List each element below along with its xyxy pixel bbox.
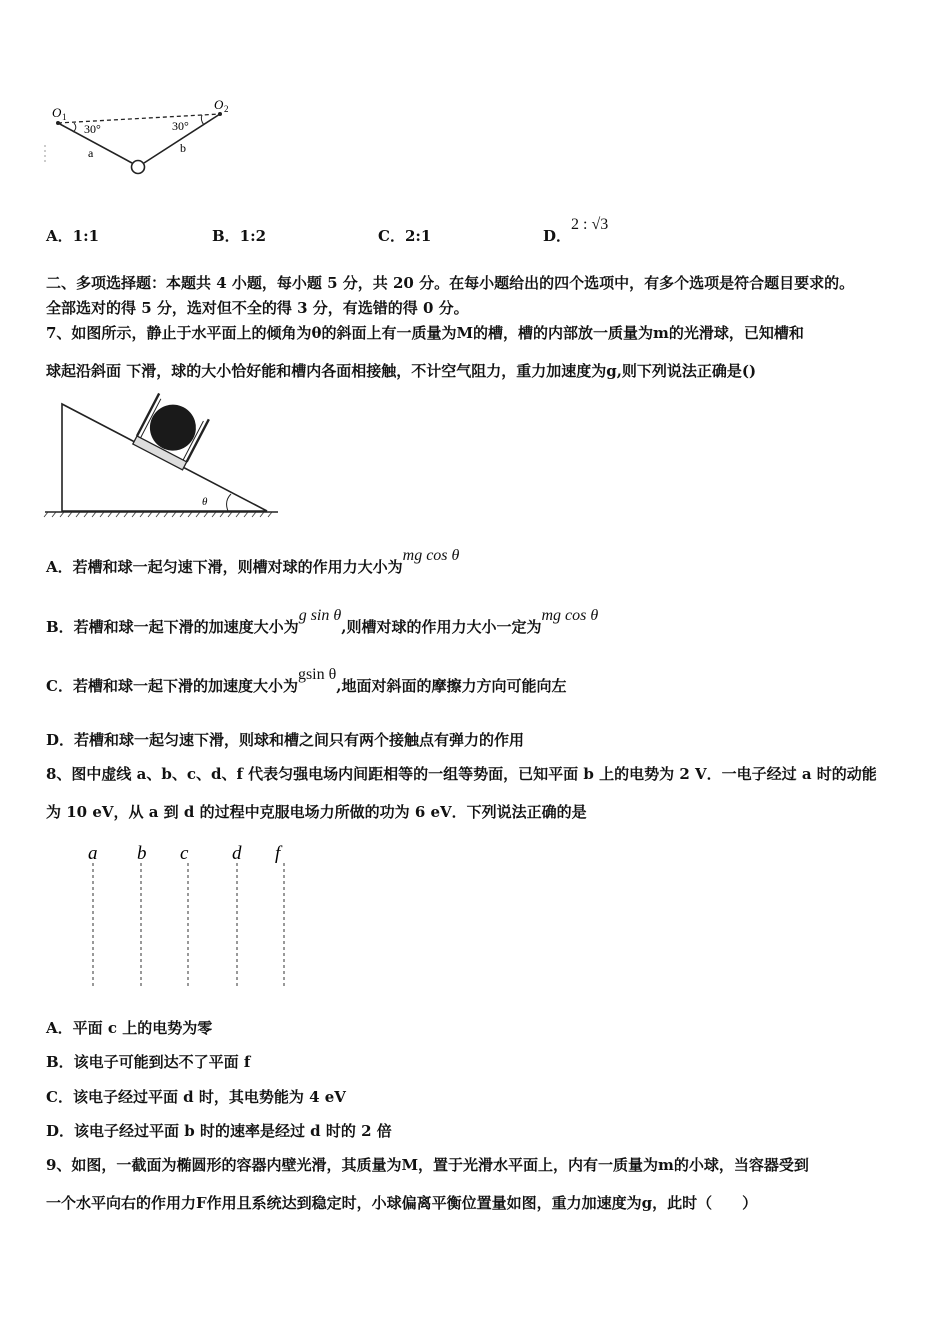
figure-equipotentials — [80, 838, 300, 993]
q7-option-b-text: B．若槽和球一起下滑的加速度大小为 — [46, 618, 299, 636]
q7-option-b[interactable] — [46, 607, 599, 637]
label-c: c — [180, 843, 189, 864]
figure-incline — [42, 390, 282, 520]
q8-option-a[interactable]: A．平面 c 上的电势为零 — [46, 1019, 213, 1037]
q7-option-b-math2: mg cos θ — [541, 607, 599, 624]
string-a-label: a — [88, 146, 94, 160]
q7-option-a-math: mg cos θ — [402, 547, 460, 564]
o2-sub: 2 — [224, 104, 229, 114]
q7-option-c[interactable] — [46, 666, 567, 696]
q6-option-d[interactable] — [543, 216, 609, 246]
q9-stem-line2: 一个水平向右的作用力F作用且系统达到稳定时，小球偏离平衡位置量如图，重力加速度为g，此时（ ） — [46, 1194, 758, 1212]
figure-strings — [40, 95, 240, 185]
q6-option-d-math: 2 : √3 — [571, 216, 609, 233]
o1-label: O — [52, 105, 62, 120]
q7-option-b-math1: g sin θ — [298, 607, 342, 624]
q8-stem-line1: 8、图中虚线 a、b、c、d、f 代表匀强电场内间距相等的一组等势面，已知平面 b 上的电势为 2 V．一电子经过 a 时的动能 — [46, 765, 877, 783]
section2-line1: 二、多项选择题：本题共 4 小题，每小题 5 分，共 20 分。在每小题给出的四个选项中，有多个选项是符合题目要求的。 — [46, 274, 855, 292]
label-d: d — [232, 843, 242, 864]
q7-option-b-text2: ,则槽对球的作用力大小一定为 — [341, 618, 542, 636]
q7-stem-line1: 7、如图所示，静止于水平面上的倾角为θ的斜面上有一质量为M的槽，槽的内部放一质量为m的光滑球，已知槽和 — [46, 324, 804, 342]
theta-label: θ — [202, 496, 208, 508]
q7-option-c-text2: ,地面对斜面的摩擦力方向可能向左 — [336, 677, 567, 695]
o1-sub: 1 — [62, 112, 67, 122]
q9-stem-line1: 9、如图，一截面为椭圆形的容器内壁光滑，其质量为M，置于光滑水平面上，内有一质量为m的小球，当容器受到 — [46, 1156, 809, 1174]
label-b: b — [137, 843, 147, 864]
q8-option-b[interactable]: B．该电子可能到达不了平面 f — [46, 1053, 251, 1071]
q8-option-c[interactable]: C．该电子经过平面 d 时，其电势能为 4 eV — [46, 1088, 346, 1106]
angle-right-label: 30° — [172, 119, 189, 133]
label-a: a — [88, 843, 98, 864]
q8-stem-line2: 为 10 eV，从 a 到 d 的过程中克服电场力所做的功为 6 eV．下列说法正确的是 — [46, 803, 587, 821]
q6-option-c[interactable]: C．2:1 — [378, 227, 432, 245]
q7-option-c-text: C．若槽和球一起下滑的加速度大小为 — [46, 677, 298, 695]
q7-option-c-math: gsin θ — [297, 666, 337, 683]
q7-option-d[interactable]: D．若槽和球一起匀速下滑，则球和槽之间只有两个接触点有弹力的作用 — [46, 731, 525, 749]
q7-stem-line2: 球起沿斜面 下滑，球的大小恰好能和槽内各面相接触，不计空气阻力，重力加速度为g,则下列说法正确是() — [46, 362, 757, 380]
q6-option-a[interactable]: A．1:1 — [46, 227, 100, 245]
section2-line2: 全部选对的得 5 分，选对但不全的得 3 分，有选错的得 0 分。 — [46, 299, 469, 317]
angle-left-label: 30° — [84, 122, 101, 136]
q6-option-b[interactable]: B．1:2 — [212, 227, 267, 245]
string-b-label: b — [180, 141, 186, 155]
label-f: f — [275, 843, 281, 864]
q6-option-d-label: D． — [543, 227, 572, 245]
q7-option-a[interactable] — [46, 547, 460, 577]
o2-label: O — [214, 97, 224, 112]
q8-option-d[interactable]: D．该电子经过平面 b 时的速率是经过 d 时的 2 倍 — [46, 1122, 392, 1140]
q7-option-a-text: A．若槽和球一起匀速下滑，则槽对球的作用力大小为 — [46, 558, 403, 576]
